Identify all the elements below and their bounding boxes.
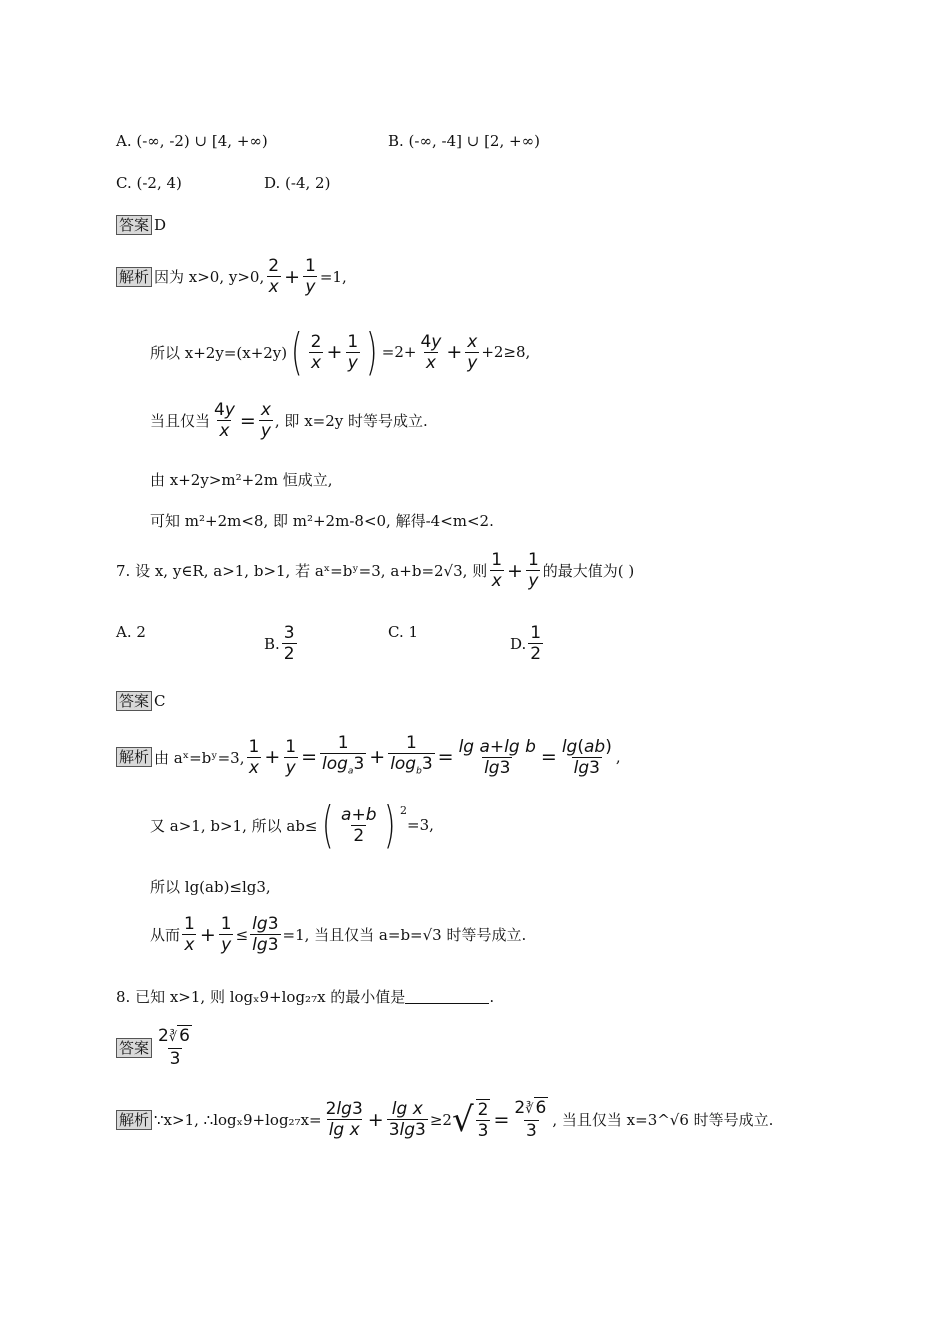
option-text: D. bbox=[510, 634, 527, 653]
q8-stem bbox=[116, 986, 494, 1007]
q8-answer: 答案 $\frac{2∛ 6}{3}$ bbox=[116, 1026, 196, 1069]
fraction: $\frac{1}{y}$ bbox=[305, 256, 316, 297]
q6-option-b-text: B. (-∞, -4] ∪ [2, +∞) bbox=[388, 132, 540, 150]
q7-option-a bbox=[116, 623, 146, 641]
analysis-tag: 解析 bbox=[116, 1110, 152, 1130]
question-text: . bbox=[489, 987, 495, 1006]
analysis-text: , 当且仅当 x=3^√6 时等号成立. bbox=[552, 1111, 774, 1129]
analysis-text: 所以 lg(ab)≤lg3, bbox=[150, 878, 271, 896]
analysis-text: 由 aˣ=bʸ=3, bbox=[154, 748, 245, 767]
analysis-tag: 解析 bbox=[116, 267, 152, 287]
q6-option-b bbox=[388, 132, 540, 150]
option-text: A. 2 bbox=[116, 623, 146, 641]
q6-answer bbox=[116, 215, 166, 235]
analysis-text: 可知 m²+2m<8, 即 m²+2m-8<0, 解得-4<m<2. bbox=[150, 512, 494, 530]
q6-option-c bbox=[116, 174, 182, 192]
analysis-text: =1, bbox=[319, 267, 347, 286]
analysis-text: ∵x>1, ∴logₓ9+log₂₇x= bbox=[154, 1110, 322, 1129]
q6-option-d-text: D. (-4, 2) bbox=[264, 174, 331, 192]
q6-option-d bbox=[264, 174, 330, 192]
question-text: 7. 设 x, y∈R, a>1, b>1, 若 aˣ=bʸ=3, a+b=2√3, 则 bbox=[116, 562, 488, 580]
analysis-text: =1, 当且仅当 a=b=√3 时等号成立. bbox=[282, 926, 527, 944]
analysis-text: ≥2 bbox=[429, 1110, 452, 1129]
analysis-text: 从而 bbox=[150, 926, 181, 944]
question-text: 8. 已知 x>1, 则 logₓ9+log₂₇x 的最小值是 bbox=[116, 988, 406, 1006]
analysis-text: =3, bbox=[407, 816, 434, 834]
analysis-text: 又 a>1, b>1, 所以 ab≤ bbox=[150, 816, 318, 835]
q7-option-b: B. $\frac{3}{2}$ bbox=[264, 623, 295, 664]
answer-value: C bbox=[154, 692, 166, 710]
fraction: $\frac{2}{x}$ bbox=[268, 256, 280, 297]
q7-answer bbox=[116, 691, 166, 711]
q7-stem: 7. 设 x, y∈R, a>1, b>1, 若 aˣ=bʸ=3, a+b=2√3, 则 $\frac{1}{x}$ + $\frac{1}{y}$ 的最大值为( ) bbox=[116, 550, 635, 591]
q6-analysis-line-5 bbox=[150, 510, 494, 531]
analysis-text: 所以 x+2y=(x+2y) bbox=[150, 343, 288, 362]
analysis-text: +2≥8, bbox=[481, 343, 531, 361]
answer-tag: 答案 bbox=[116, 1038, 152, 1058]
analysis-tag: 解析 bbox=[116, 747, 152, 767]
q7-option-c bbox=[388, 623, 418, 641]
q7-analysis-line-3 bbox=[150, 876, 271, 897]
q6-option-a-text: A. (-∞, -2) ∪ [4, +∞) bbox=[116, 132, 268, 150]
q8-analysis-line-1: 解析 ∵x>1, ∴logₓ9+log₂₇x= $\frac{2\lg 3}{\text{lg x}}$ + $\frac{\text{lg x}}{3\lg 3}$ ≥2 √ $\frac{2}{3}$ = $\frac{2∛ 6}{3}$ , 当且仅当 x=3^√6 时等号成立. bbox=[116, 1098, 773, 1141]
answer-blank bbox=[405, 989, 489, 1004]
q7-analysis-line-2: 又 a>1, b>1, 所以 ab≤ ( $\frac{a+b}{2}$ ) $^2$ =3, bbox=[150, 796, 434, 854]
analysis-text: 由 x+2y>m²+2m 恒成立, bbox=[150, 471, 333, 489]
q6-analysis-line-4 bbox=[150, 469, 333, 490]
answer-value: D bbox=[154, 216, 167, 234]
q6-option-c-text: C. (-2, 4) bbox=[116, 174, 182, 192]
question-text: 的最大值为( ) bbox=[542, 562, 635, 580]
answer-tag: 答案 bbox=[116, 215, 152, 235]
analysis-text: =2+ bbox=[381, 343, 417, 361]
q6-analysis-line-3: 当且仅当 $\frac{4y}{x}$ = $\frac{x}{y}$ , 即 x=2y 时等号成立. bbox=[150, 400, 428, 441]
q6-option-a bbox=[116, 132, 268, 150]
q7-analysis-line-1: 解析 由 aˣ=bʸ=3, $\frac{1}{x}$ + $\frac{1}{y}$ = $\frac{1}{\log_a3}$ + $\frac{1}{\log_b3}$ = $\frac{\text{lg a+lg b}}{\lg 3}$ = $\frac{\lg(ab)}{\lg 3}$ , bbox=[116, 733, 621, 781]
q6-analysis-line-2: 所以 x+2y=(x+2y) ( $\frac{2}{x}$ + $\frac{1}{y}$ ) =2+ $\frac{4y}{x}$ + $\frac{x}{y}$ +2≥8, bbox=[150, 323, 531, 381]
option-text: B. bbox=[264, 634, 280, 653]
analysis-text: 当且仅当 bbox=[150, 412, 211, 430]
option-text: C. 1 bbox=[388, 623, 419, 641]
q6-analysis-line-1: 解析 因为 x>0, y>0, $\frac{2}{x}$ + $\frac{1}{y}$ =1, bbox=[116, 256, 347, 297]
q7-analysis-line-4: 从而 $\frac{1}{x}$ + $\frac{1}{y}$ ≤ $\frac{\lg 3}{\lg 3}$ =1, 当且仅当 a=b=√3 时等号成立. bbox=[150, 914, 527, 955]
analysis-text: , 即 x=2y 时等号成立. bbox=[274, 412, 428, 430]
analysis-text: 因为 x>0, y>0, bbox=[154, 268, 265, 286]
q7-option-d: D. $\frac{1}{2}$ bbox=[510, 623, 542, 664]
answer-tag: 答案 bbox=[116, 691, 152, 711]
